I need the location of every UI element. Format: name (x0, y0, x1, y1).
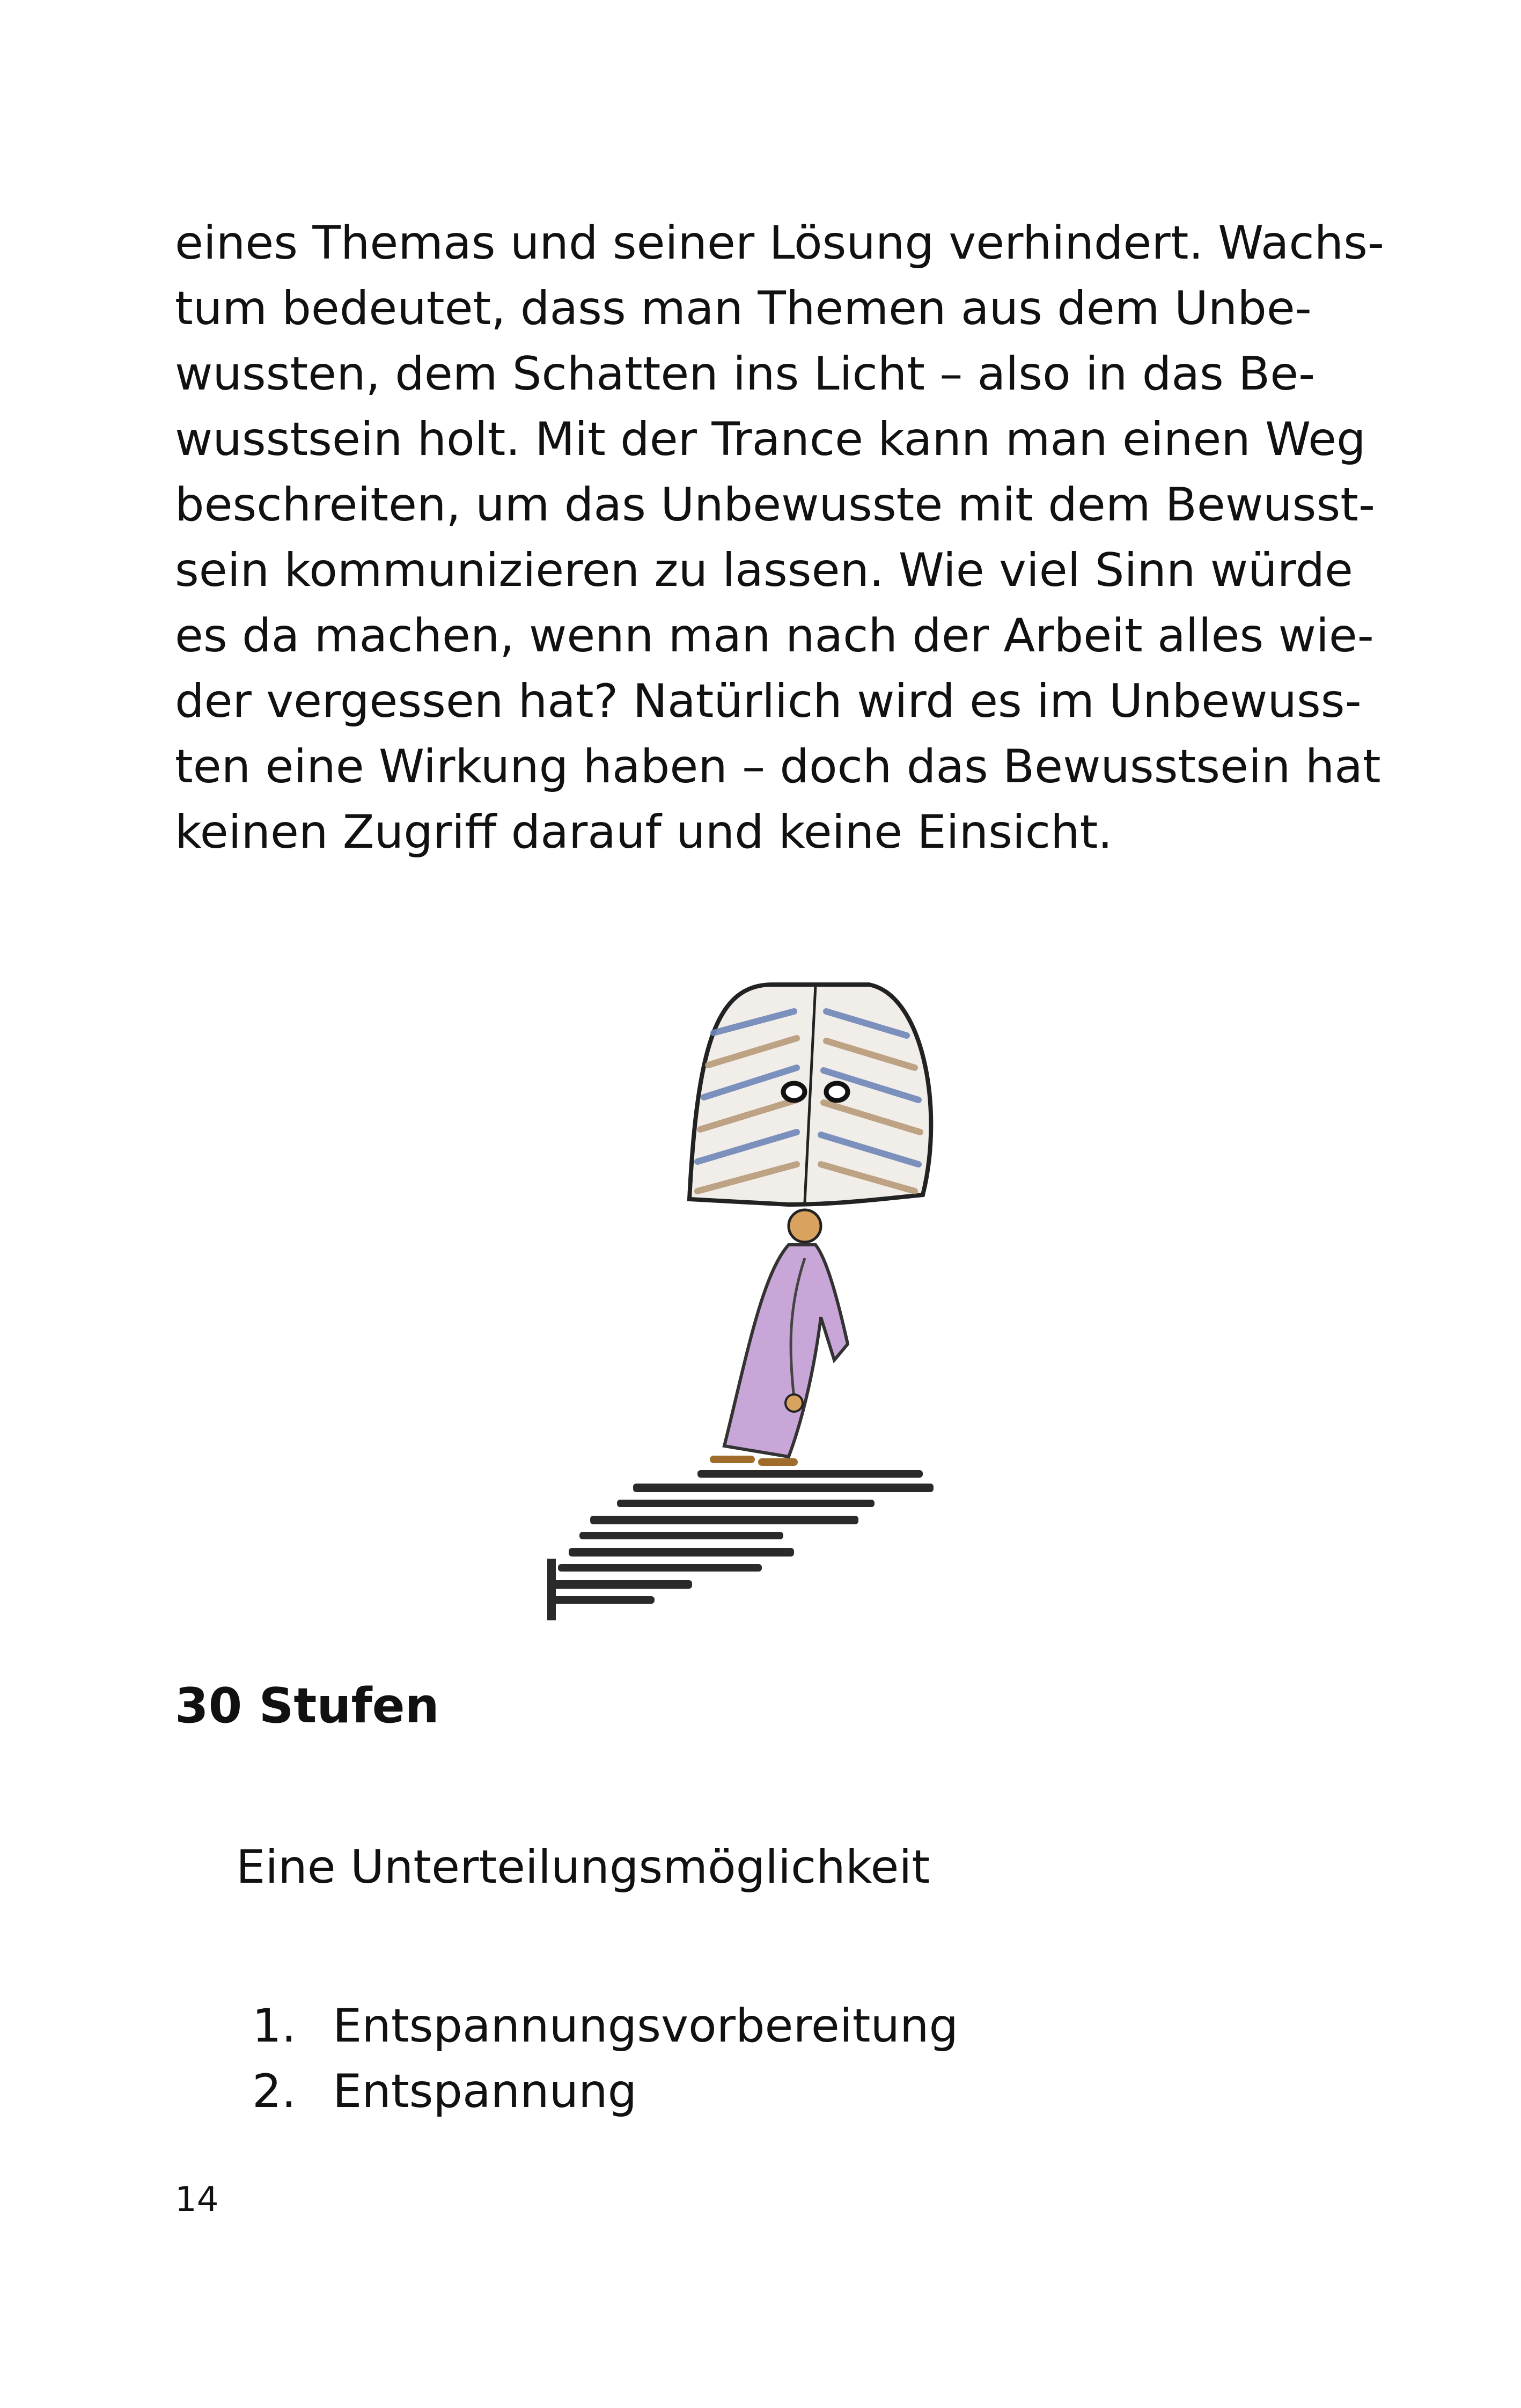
figure-robe (724, 1245, 848, 1457)
paragraph-line: wusstsein holt. Mit der Trance kann man einen Weg (175, 413, 1366, 466)
paragraph-line: sein kommunizieren zu lassen. Wie viel Sinn würde (175, 544, 1353, 597)
section-subheading: Eine Unterteilungsmöglichkeit (236, 1840, 930, 1894)
paragraph-line: tum bedeutet, dass man Themen aus dem Unbe- (175, 282, 1312, 335)
paragraph-line: eines Themas und seiner Lösung verhindert. Wachs- (175, 216, 1385, 270)
door-knob-left (783, 1083, 805, 1100)
steps-list (252, 1993, 958, 2124)
list-item-label: Entspannungsvorbereitung (333, 1999, 959, 2053)
list-item (252, 1993, 958, 2059)
figure-on-stairs-with-door-illustration (537, 974, 966, 1626)
figure-feet (714, 1459, 794, 1462)
paragraph-line: wussten, dem Schatten ins Licht – also in das Be- (175, 347, 1316, 401)
paragraph-line: es da machen, wenn man nach der Arbeit alles wie- (175, 609, 1374, 663)
list-item-label: Entspannung (333, 2065, 637, 2118)
paragraph-line: ten eine Wirkung haben – doch das Bewusstsein hat (175, 740, 1381, 794)
body-paragraph (175, 210, 1385, 865)
door-knob-right (826, 1083, 848, 1100)
paragraph-line: beschreiten, um das Unbewusste mit dem Bewusst- (175, 478, 1376, 532)
list-item-number: 1. (252, 1999, 297, 2053)
section-heading: 30 Stufen (175, 1678, 439, 1734)
paragraph-line: keinen Zugriff darauf und keine Einsicht. (175, 805, 1113, 859)
list-item (252, 2059, 958, 2124)
paragraph-line: der vergessen hat? Natürlich wird es im Unbewuss- (175, 674, 1362, 728)
page-number: 14 (175, 2180, 219, 2220)
list-item-number: 2. (252, 2065, 297, 2118)
figure-hand (785, 1394, 803, 1412)
stairs (547, 1470, 934, 1620)
figure-head (789, 1210, 821, 1242)
